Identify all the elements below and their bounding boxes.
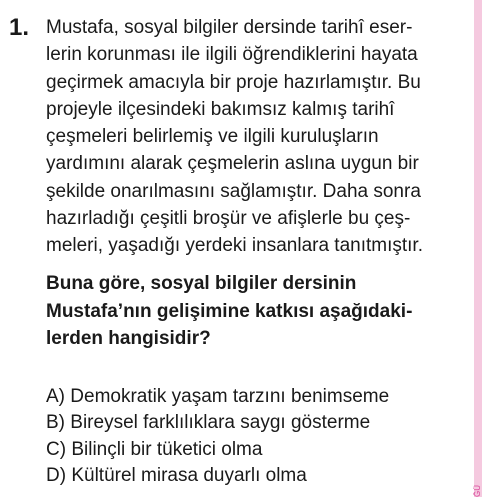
question-stem <box>46 14 466 260</box>
side-color-strip <box>474 0 482 497</box>
answer-options <box>46 384 389 489</box>
option-d[interactable]: D) Kültürel mirasa duyarlı olma <box>46 464 307 486</box>
stem-line: projeyle ilçesindeki bakımsız kalmış tarihî <box>46 98 395 120</box>
stem-line: hazırladığı çeşitli broşür ve afişlerle bu çeş- <box>46 208 411 230</box>
option-a[interactable]: A) Demokratik yaşam tarzını benimseme <box>46 386 390 407</box>
side-strip-text: ĞÜ <box>473 485 482 497</box>
option-c[interactable]: C) Bilinçli bir tüketici olma <box>46 438 263 460</box>
stem-line: şekilde onarılmasını sağlamıştır. Daha sonra <box>46 180 421 202</box>
stem-line: lerin korunması ile ilgili öğrendiklerini hayata <box>46 44 418 66</box>
prompt-line: Mustafa’nın gelişimine katkısı aşağıdaki- <box>46 300 413 322</box>
question-prompt <box>46 270 466 353</box>
prompt-line: Buna göre, sosyal bilgiler dersinin <box>46 273 357 294</box>
stem-line: geçirmek amacıyla bir proje hazırlamıştır. Bu <box>46 71 421 93</box>
stem-line: Mustafa, sosyal bilgiler dersinde tarihî eser- <box>46 17 413 38</box>
stem-line: çeşmeleri belirlemiş ve ilgili kuruluşların <box>46 126 379 148</box>
option-b[interactable]: B) Bireysel farklılıklara saygı gösterme <box>46 412 371 434</box>
prompt-line: lerden hangisidir? <box>46 328 211 349</box>
stem-line: yardımını alarak çeşmelerin aslına uygun bir <box>46 153 419 175</box>
question-number: 1. <box>9 14 30 41</box>
stem-line: meleri, yaşadığı yerdeki insanlara tanıtmıştır. <box>46 235 423 257</box>
